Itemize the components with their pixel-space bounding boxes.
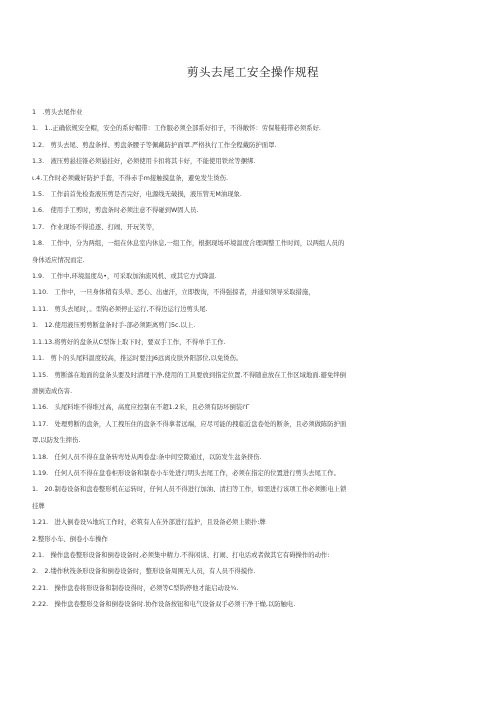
text-line: 1.7. 作业现场不得追逐、打闹、开玩笑等，: [32, 223, 159, 231]
text-line: 1.5. 工作前首先检查液压剪是否完好，电源线无破损，液压管无M油现象.: [32, 191, 242, 199]
text-line: 1.19. 任何人员不得在盘卷柜形设备和制卷小车处进行明头去尾工作，必须在指定的位置进行剪头去尾工作。: [32, 469, 340, 477]
text-line: 1.15. 剪断落在地面的盘条头要及时清理干净,使用的工具要放到指定位置.不得随意放在工作区域地面.避免绊倒: [32, 371, 347, 379]
text-line: 2.22. 操作盘卷整形殳备和倒卷设备时.协作设备按钮和电气设备双手必须干净干燥,以防触电.: [32, 601, 296, 609]
text-line: 2.21. 操作盘卷将形设备和制卷设得时，必须等C型钩停他才能启动设¾.: [32, 584, 239, 592]
text-line: 1 .剪头去尾作业: [32, 109, 83, 116]
text-line: 2.整形小车、倒卷小车操作: [32, 535, 108, 543]
text-line: 1.21. 进入倒卷设¼地坑工作时，必筑有人在外部进行监护，且设备必须上锁扑:牌: [32, 519, 266, 527]
text-line: 1. 20.制卷设备和盘卷整形机在运转时，仔何人员不得进行加油、清扫等工作，如需进行该项工作必须断电上锁: [32, 486, 347, 494]
text-line: 滑倒造成伤害.: [32, 387, 73, 395]
text-line: 身体适应情况而定.: [32, 256, 85, 264]
text-line: 1.18. 任何人员不得在盘条转弯处从两卷盘:条中间空隙通过，以防发生盆条挤伤.: [32, 453, 262, 461]
text-line: 1.2. 剪头去尾、剪盘条样、剪盘条腰子等佩戴防护面罩.严格执行工作全程戴防护面罩.: [32, 141, 277, 149]
text-line: 1. 1..正确依规安全帽，安全的系好帽带：工作服必须全部系好扣子，不得敞怀：劳保鞋鞋带必须系好.: [32, 125, 321, 133]
text-line: 1.9. 工作中,环境温度岛•，可采取加油流风机、或其它方式降温.: [32, 273, 217, 281]
document-body: [32, 105, 474, 614]
text-line: 2.1. 操作盘卷整形设备和倒卷设备时,必须集中精力.不得闲谈、打闹、打电话或者做其它有碍操作的动作:: [32, 551, 330, 559]
text-line: 挂牌: [32, 502, 45, 510]
text-line: ι.4.工作时必须戴好防护手套，不得赤手m接触摸盘条，避免发生烫伤.: [32, 174, 229, 182]
text-line: 1.6. 使用手工剪时，剪盘条时必须注意不得碰到W固人员.: [32, 207, 199, 215]
text-line: 1.8. 工作中，分为两组，一组在休息室内休息,一组工作，根据现场环境温度合理调整工作时间，以两组人员的: [32, 240, 345, 248]
text-line: 2. 2.缕作秋筏条形设备和倒卷设备时，整形设备周围无人员，有人员不得摸作.: [32, 568, 256, 576]
text-line: 1.1. 剪卜的头尾料温度较高，推运时要注J6远离皮肤外阳部位,以免烫伤。: [32, 355, 243, 363]
text-line: 1. 12.使用液压剪剪断盘条时手-部必须距离剪门5c.以上.: [32, 322, 196, 330]
text-line: 1.1.13.将剪好的盘条从C型饰上取下时，要双手工作，不得单手工作.: [32, 338, 226, 346]
text-line: 1.17. 处理剪断的盘条，人工拽压住的盘条不得拿者远端，应尽可能的拽临近盘卷处的断条，且必须做陈防护面: [32, 420, 347, 428]
text-line: 1.3. 液压剪悬挂锥必须悬挂好，必须使用卡扣将其卡好，不能使用铁丝等捆绑.: [32, 158, 256, 166]
text-line: 罩,以防发生摔伤.: [32, 437, 81, 445]
text-line: 1.10. 工作中，一旦身体稍有头晕、恶心、出虚汗，立即拨询，不得强掠者，并通知领导采取措施，: [32, 289, 315, 297]
text-line: 1.16. 头尾料堆不得堆过高，高度应控制在不超1.2米，且必须有防坏倒装i'Γ: [32, 404, 250, 412]
text-line: 1.11. 剪头去尾时，。型钩必须停止运行,不得边运行边剪头尾.: [32, 305, 208, 313]
document-title: 剪头去尾工安全操作规程: [187, 65, 319, 79]
